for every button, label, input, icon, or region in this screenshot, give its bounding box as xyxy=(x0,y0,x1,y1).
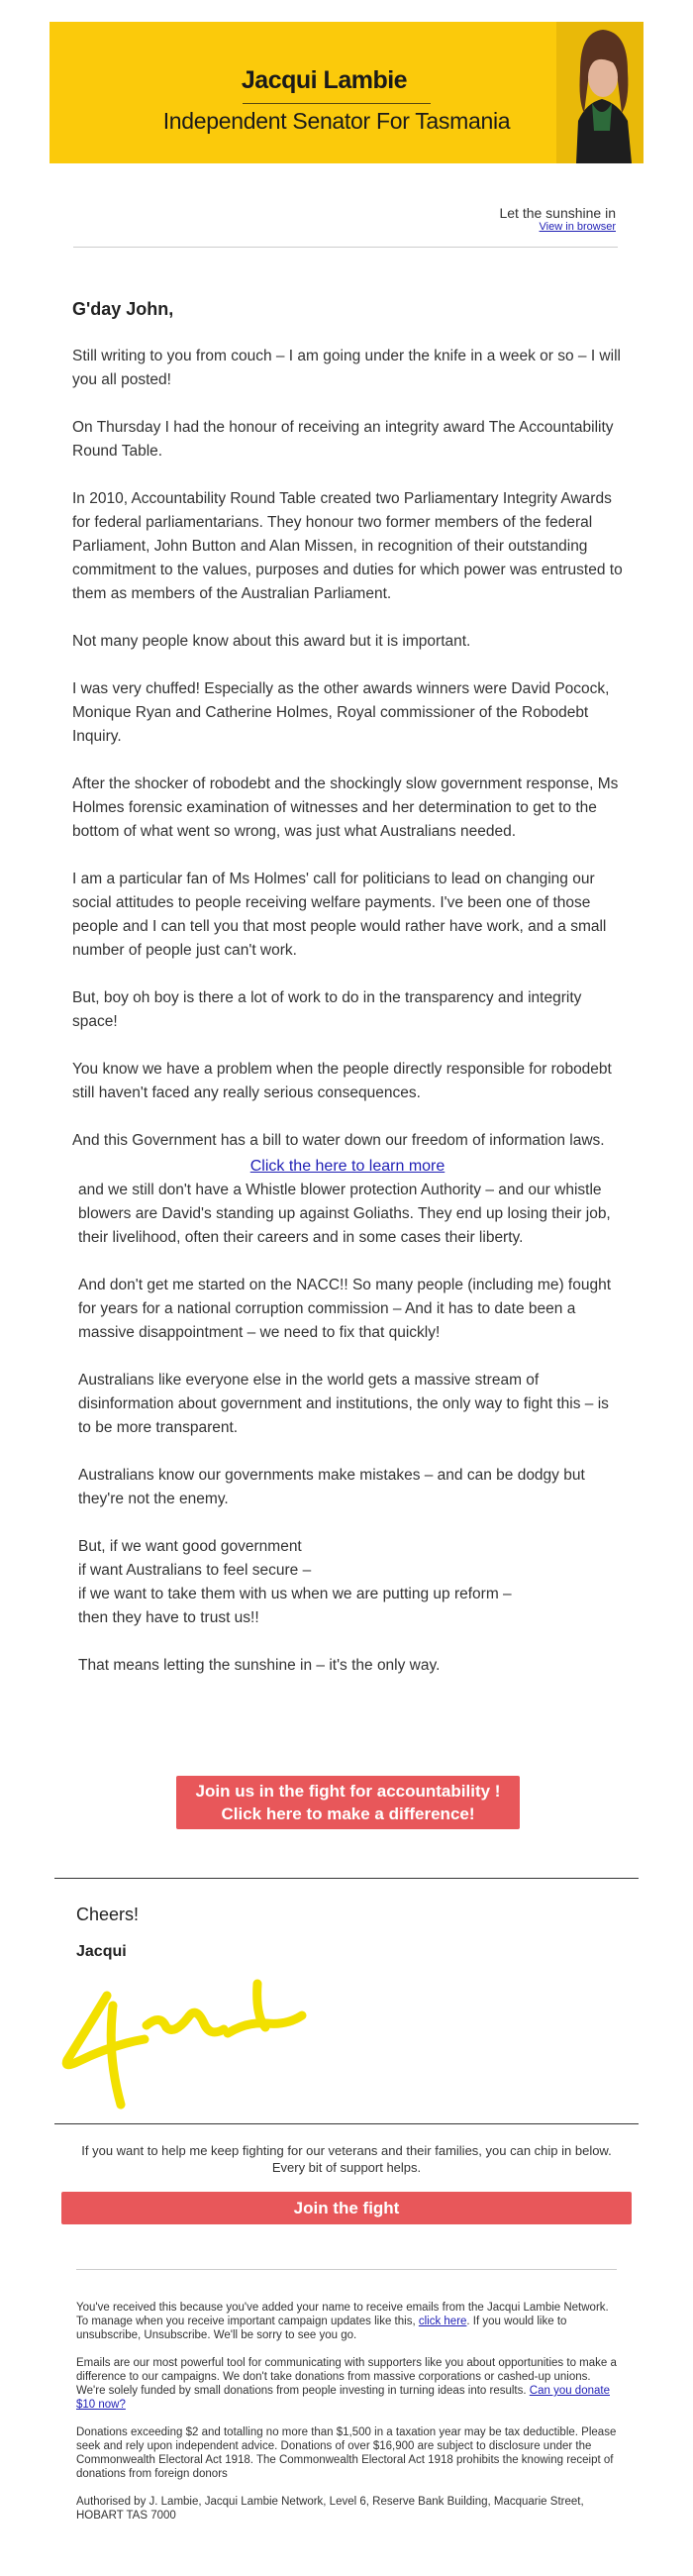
paragraph: I was very chuffed! Especially as the other awards winners were David Pocock, Monique Ryan and Catherine Holmes, Royal commissioner of the Robodebt Inquiry. xyxy=(72,680,610,745)
line: if we want to take them with us when we are putting up reform – xyxy=(78,1586,512,1602)
paragraph: Australians know our governments make mistakes – and can be dodgy but they're not the enemy. xyxy=(78,1467,585,1507)
letter-body-continued xyxy=(78,1179,618,1701)
paragraph: You know we have a problem when the people directly responsible for robodebt still haven't faced any really serious consequences. xyxy=(72,1061,612,1101)
footer xyxy=(76,2301,617,2536)
join-the-fight-button[interactable]: Join the fight xyxy=(61,2192,632,2224)
footer-paragraph xyxy=(76,2356,617,2412)
footer-paragraph xyxy=(76,2301,617,2342)
greeting: G'day John, xyxy=(72,299,174,319)
paragraph: And this Government has a bill to water down our freedom of information laws. xyxy=(72,1132,605,1149)
header-banner xyxy=(50,22,644,163)
paragraph: In 2010, Accountability Round Table created two Parliamentary Integrity Awards for federal parliamentarians. They honour two former members of the federal Parliament, John Button and Alan Missen, in recognition of their outstanding commitment to the values, purposes and duties for which power was entrusted to them as members of the Australian Parliament. xyxy=(72,490,623,602)
footer-text: You've received this because you've added your name to receive emails from the Jacqui Lambie Network. To manage when you receive important campaign updates like this, xyxy=(76,2302,609,2327)
paragraph: I am a particular fan of Ms Holmes' call for politicians to lead on changing our social attitudes to people receiving welfare payments. I've been one of those people and I can tell you that most people would rather have work, and a small number of people just can't work. xyxy=(72,871,607,959)
line: if want Australians to feel secure – xyxy=(78,1562,312,1579)
paragraph: On Thursday I had the honour of receiving an integrity award The Accountability Round Table. xyxy=(72,419,614,460)
sign-off: Cheers! xyxy=(76,1905,140,1924)
paragraph xyxy=(78,1535,618,1630)
paragraph: But, boy oh boy is there a lot of work to do in the transparency and integrity space! xyxy=(72,989,582,1030)
view-in-browser-link[interactable]: View in browser xyxy=(539,221,616,233)
footer-text: Emails are our most powerful tool for communicating with supporters like you about opportunities to make a difference to our campaigns. We don't take donations from massive corporations or cashed-up unions. We're solely funded by small donations from people investing in turning ideas into results. xyxy=(76,2357,617,2397)
divider xyxy=(73,247,618,248)
banner-divider xyxy=(243,103,431,104)
letter-body xyxy=(72,297,623,1179)
line: then they have to trust us!! xyxy=(78,1609,259,1626)
footer-paragraph: Donations exceeding $2 and totalling no more than $1,500 in a taxation year may be tax deductible. Please seek and rely upon independent advice. Donations of over $16,900 are subject to disclosure under the Commonwealth Electoral Act 1918. The Commonwealth Electoral Act 1918 prohibits the knowing receipt of donations from foreign donors xyxy=(76,2426,617,2480)
line: But, if we want good government xyxy=(78,1538,302,1555)
authorisation-text: Authorised by J. Lambie, Jacqui Lambie Network, Level 6, Reserve Bank Building, Macquarie Street, HOBART TAS 7000 xyxy=(76,2496,584,2522)
cta-line-2: Click here to make a difference! xyxy=(221,1804,475,1823)
paragraph: Australians like everyone else in the world gets a massive stream of disinformation about government and institutions, the only way to fight this – is to be more transparent. xyxy=(78,1372,609,1436)
support-text: If you want to help me keep fighting for our veterans and their families, you can chip in below. Every bit of support helps. xyxy=(81,2143,612,2175)
divider xyxy=(54,2123,639,2124)
signer-name: Jacqui xyxy=(76,1943,127,1960)
divider xyxy=(54,1878,639,1879)
paragraph: Not many people know about this award but it is important. xyxy=(72,633,471,650)
footer-text: . If you would like to unsubscribe, Unsubscribe. We'll be sorry to see you go. xyxy=(76,2316,567,2341)
signature-image xyxy=(50,1966,346,2114)
banner-subtitle: Independent Senator For Tasmania xyxy=(162,108,511,134)
paragraph: And don't get me started on the NACC!! So many people (including me) fought for years for a national corruption commission – And it has to date been a massive disappointment – we need to fix that quickly! xyxy=(78,1277,612,1341)
learn-more-wrapper xyxy=(72,1155,623,1179)
cta-line-1: Join us in the fight for accountability ! xyxy=(195,1782,501,1801)
manage-preferences-link[interactable]: click here xyxy=(418,2316,467,2327)
paragraph: and we still don't have a Whistle blower protection Authority – and our whistle blowers are David's standing up against Goliaths. They end up losing their job, their livelihood, often their careers and in some cases their liberty. xyxy=(78,1182,611,1246)
paragraph: That means letting the sunshine in – it's the only way. xyxy=(78,1657,441,1674)
paragraph: Still writing to you from couch – I am going under the knife in a week or so – I will you all posted! xyxy=(72,348,621,388)
divider xyxy=(76,2269,617,2270)
portrait-photo xyxy=(556,22,644,163)
donate-link[interactable]: Can you donate $10 now? xyxy=(76,2385,610,2411)
banner-title: Jacqui Lambie xyxy=(241,66,408,94)
tagline: Let the sunshine in xyxy=(499,205,616,221)
paragraph: After the shocker of robodebt and the shockingly slow government response, Ms Holmes forensic examination of witnesses and her determination to get to the bottom of what went so wrong, was just what Australians needed. xyxy=(72,775,619,840)
accountability-cta-button[interactable] xyxy=(176,1776,520,1829)
learn-more-link[interactable]: Click the here to learn more xyxy=(249,1158,446,1175)
